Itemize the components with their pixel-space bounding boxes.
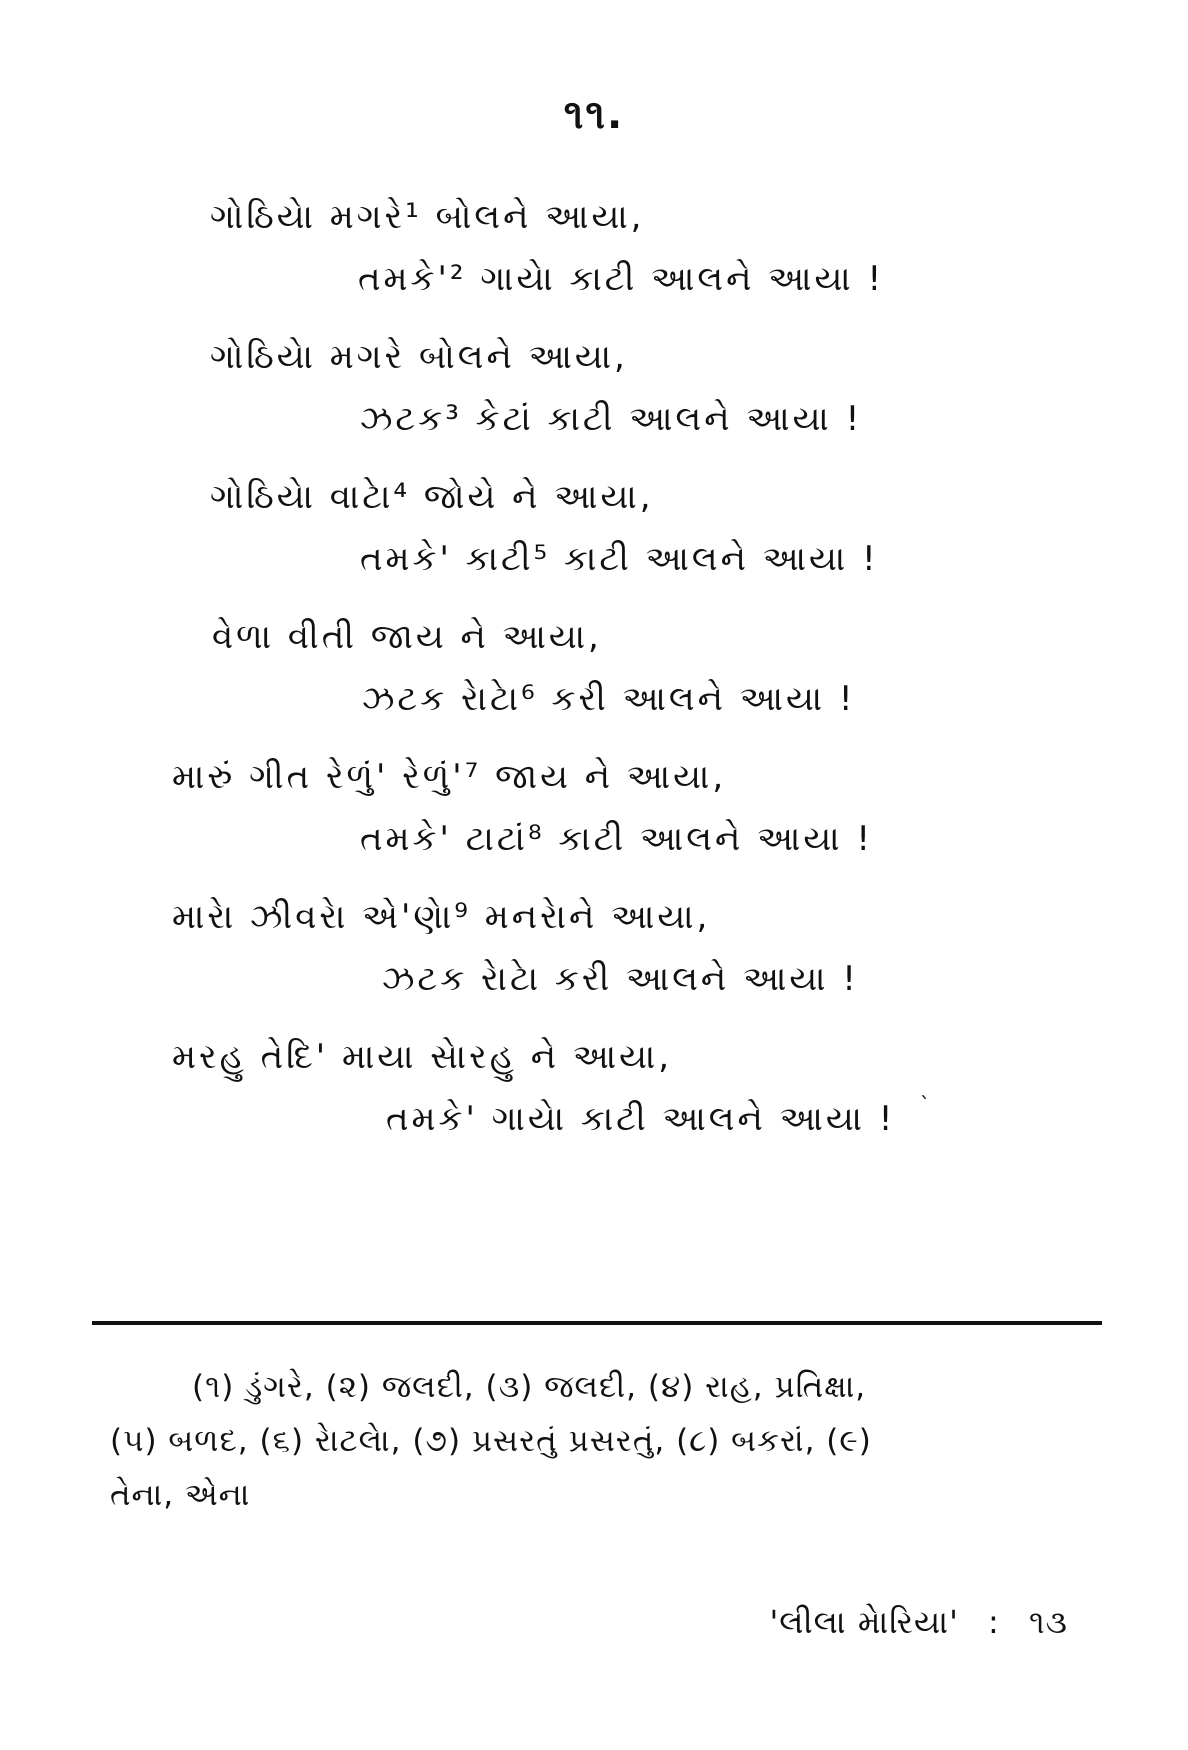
page-footer <box>769 1603 1068 1642</box>
stanza-1-line-2: તમકે'² ગાયેા કાટી આલને આયા ! <box>358 259 885 299</box>
footnote-line-1: (૧) ડુંગરે, (૨) જલદી, (૩) જલદી, (૪) રાહ, પ્રતિક્ષા, <box>192 1369 867 1405</box>
stanza-2-line-1: ગોઠિયેા મગરે બોલને આયા, <box>210 337 628 377</box>
stanza-7-line-2: તમકે' ગાયેા કાટી આલને આયા ! <box>386 1099 896 1139</box>
stanza-3-line-2: તમકે' કાટી⁵ કાટી આલને આયા ! <box>360 539 879 579</box>
stanza-5 <box>0 755 1188 895</box>
stray-mark: ˎ <box>920 1075 930 1099</box>
footnote-line-3: તેના, એના <box>110 1477 251 1513</box>
stanza-4-line-2: ઝટક રેાટેા⁶ કરી આલને આયા ! <box>362 679 856 719</box>
stanza-2-line-2: ઝટક³ કેટાં કાટી આલને આયા ! <box>360 399 863 439</box>
footnote-divider <box>92 1321 1102 1325</box>
footnotes <box>110 1360 1080 1522</box>
stanza-6-line-1: મારેા ઝીવરેા એ'ણેા⁹ મનરેાને આયા, <box>172 897 711 937</box>
stanza-2 <box>0 335 1188 475</box>
stanza-3-line-1: ગોઠિયેા વાટેા⁴ જોયે ને આયા, <box>210 477 654 517</box>
stanza-6 <box>0 895 1188 1035</box>
footer-separator: : <box>988 1603 1000 1641</box>
poem-number: ૧૧. <box>563 92 625 138</box>
stanza-7-line-1: મરહુ તેદિ' માયા સેારહુ ને આયા, <box>172 1037 673 1077</box>
page-number: ૧૩ <box>1029 1603 1068 1641</box>
stanza-5-line-2: તમકે' ટાટાં⁸ કાટી આલને આયા ! <box>360 819 873 859</box>
stanza-1-line-1: ગોઠિયેા મગરે¹ બોલને આયા, <box>210 197 645 237</box>
stanza-4-line-1: વેળા વીતી જાય ને આયા, <box>212 617 602 657</box>
stanza-4 <box>0 615 1188 755</box>
footnote-line-2: (૫) બળદ, (૬) રેાટલેા, (૭) પ્રસરતું પ્રસરતું, (૮) બકરાં, (૯) <box>110 1423 872 1459</box>
stanza-5-line-1: મારું ગીત રેળું' રેળું'⁷ જાય ને આયા, <box>172 757 727 797</box>
book-title: 'લીલા મેારિયા' <box>769 1603 959 1641</box>
stanza-6-line-2: ઝટક રેાટેા કરી આલને આયા ! <box>382 959 859 999</box>
poem <box>0 195 1188 1175</box>
stanza-7 <box>0 1035 1188 1175</box>
stanza-1 <box>0 195 1188 335</box>
stanza-3 <box>0 475 1188 615</box>
